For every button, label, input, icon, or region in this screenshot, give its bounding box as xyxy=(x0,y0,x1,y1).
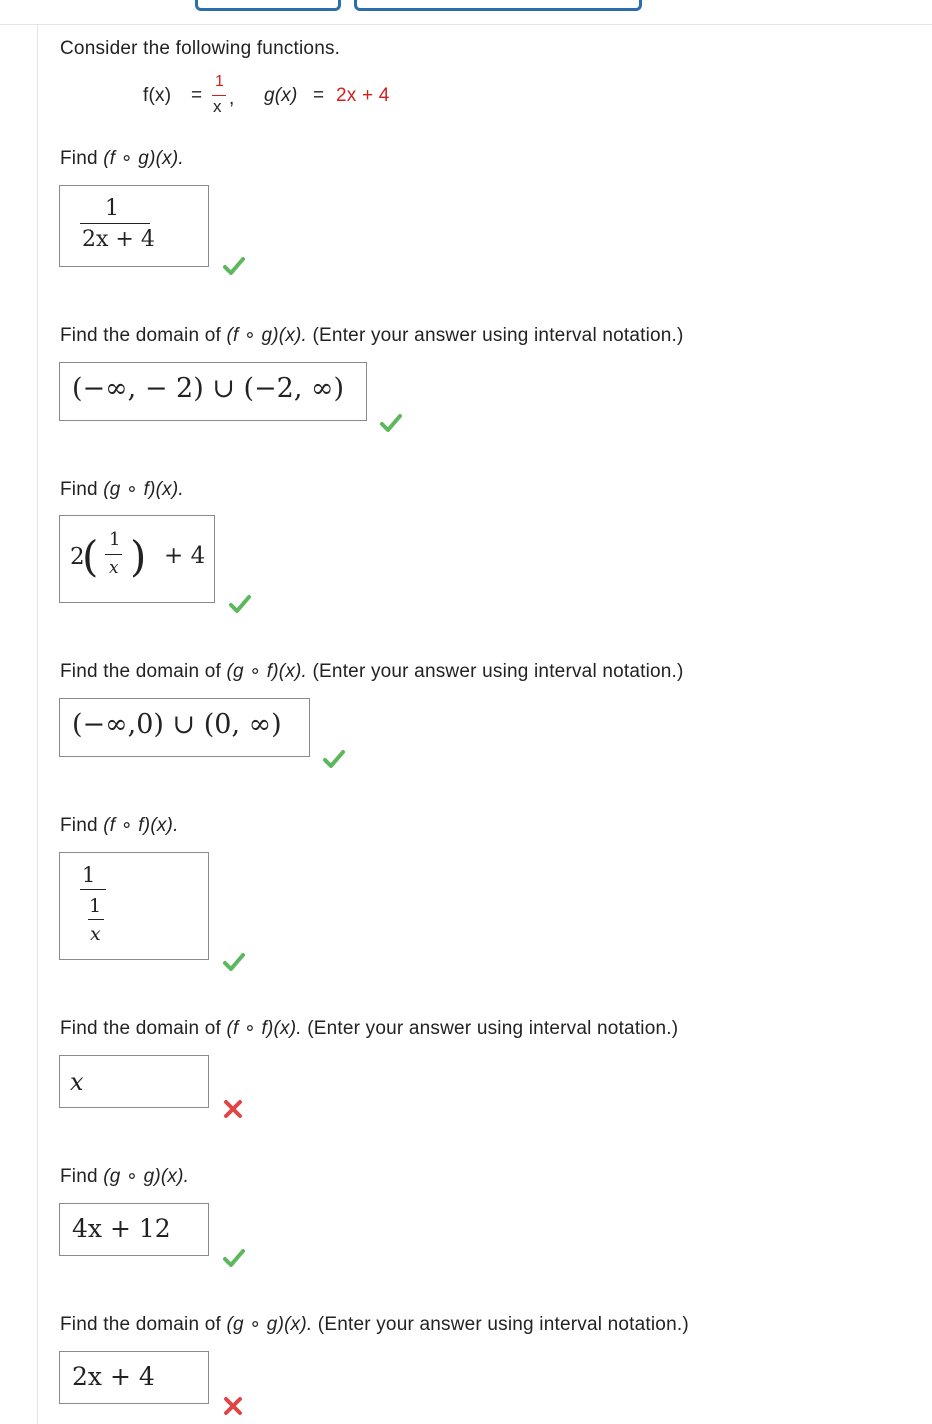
answer-inner-fraction-bar xyxy=(88,919,104,920)
answer-inner-denominator: x xyxy=(90,923,101,945)
checkmark-icon xyxy=(323,749,345,769)
prompt-text: Find xyxy=(60,815,104,836)
answer-value: x xyxy=(70,1068,84,1096)
answer-box-domain-gog[interactable] xyxy=(59,1351,209,1404)
answer-fraction-bar xyxy=(105,554,122,555)
prompt-fog xyxy=(60,147,184,170)
prompt-text: Find xyxy=(60,1166,104,1187)
checkmark-icon xyxy=(223,256,245,276)
intro-text: Consider the following functions. xyxy=(60,38,341,59)
right-paren: ) xyxy=(130,532,147,581)
answer-numerator: 1 xyxy=(82,863,96,887)
answer-coefficient: 2 xyxy=(70,544,85,570)
answer-fraction-bar xyxy=(80,889,106,890)
prompt-expression: (g ∘ f)(x). xyxy=(103,479,184,500)
prompt-text: Find the domain of xyxy=(60,325,227,346)
cross-icon xyxy=(223,1396,243,1416)
answer-value: (−∞, − 2) ∪ (−2, ∞) xyxy=(72,373,345,404)
left-divider xyxy=(37,25,38,1424)
answer-value: 2x + 4 xyxy=(72,1362,155,1391)
answer-box-domain-fof[interactable] xyxy=(59,1055,209,1108)
prompt-text: Find the domain of xyxy=(60,1018,227,1039)
prompt-instruction: (Enter your answer using interval notation.) xyxy=(301,1018,679,1039)
answer-box-fog[interactable] xyxy=(59,185,209,267)
prompt-instruction: (Enter your answer using interval notation.) xyxy=(312,1314,689,1335)
prompt-expression: (f ∘ f)(x). xyxy=(226,1018,302,1039)
nav-button-left[interactable] xyxy=(195,0,341,11)
f-fraction-bar xyxy=(212,95,226,96)
prompt-domain-gog xyxy=(60,1313,689,1336)
prompt-domain-fof xyxy=(60,1017,678,1040)
answer-box-domain-gof[interactable] xyxy=(59,698,310,757)
g-equals: = xyxy=(313,85,325,106)
checkmark-icon xyxy=(229,594,251,614)
checkmark-icon xyxy=(223,1248,245,1268)
answer-value: 4x + 12 xyxy=(72,1214,171,1243)
answer-box-gog[interactable] xyxy=(59,1203,209,1256)
prompt-domain-fog xyxy=(60,324,684,347)
checkmark-icon xyxy=(380,413,402,433)
prompt-domain-gof xyxy=(60,660,684,683)
answer-box-gof[interactable] xyxy=(59,515,215,603)
answer-box-fof[interactable] xyxy=(59,852,209,960)
answer-fraction-bar xyxy=(80,223,150,224)
answer-box-domain-fog[interactable] xyxy=(59,362,367,421)
answer-value: (−∞,0) ∪ (0, ∞) xyxy=(72,709,282,740)
prompt-expression: (g ∘ g)(x). xyxy=(103,1166,190,1187)
top-bar xyxy=(0,0,932,25)
answer-numerator: 1 xyxy=(105,196,119,221)
left-paren: ( xyxy=(82,532,99,581)
answer-numerator: 1 xyxy=(109,529,121,550)
f-equals: = xyxy=(191,85,203,106)
prompt-gof xyxy=(60,478,184,501)
checkmark-icon xyxy=(223,952,245,972)
prompt-expression: (g ∘ f)(x). xyxy=(226,661,308,682)
prompt-expression: (f ∘ g)(x). xyxy=(226,325,308,346)
answer-denominator: 2x + 4 xyxy=(82,227,155,252)
f-denominator: x xyxy=(213,97,222,116)
nav-button-right[interactable] xyxy=(354,0,642,11)
f-comma: , xyxy=(229,88,235,109)
prompt-fof xyxy=(60,814,179,837)
f-label: f(x) xyxy=(143,85,172,106)
prompt-gog xyxy=(60,1165,189,1188)
prompt-text: Find the domain of xyxy=(60,1314,227,1335)
answer-tail: + 4 xyxy=(164,543,206,569)
answer-inner-numerator: 1 xyxy=(89,895,102,917)
prompt-expression: (f ∘ f)(x). xyxy=(103,815,179,836)
cross-icon xyxy=(223,1099,243,1119)
answer-denominator: x xyxy=(109,558,119,578)
prompt-expression: (g ∘ g)(x). xyxy=(226,1314,313,1335)
prompt-text: Find xyxy=(60,479,104,500)
g-label: g(x) xyxy=(264,85,298,106)
prompt-text: Find the domain of xyxy=(60,661,227,682)
prompt-instruction: (Enter your answer using interval notation.) xyxy=(307,661,684,682)
prompt-expression: (f ∘ g)(x). xyxy=(103,148,184,169)
f-numerator: 1 xyxy=(215,73,225,90)
g-expression: 2x + 4 xyxy=(336,85,390,106)
prompt-instruction: (Enter your answer using interval notation.) xyxy=(307,325,684,346)
prompt-text: Find xyxy=(60,148,104,169)
